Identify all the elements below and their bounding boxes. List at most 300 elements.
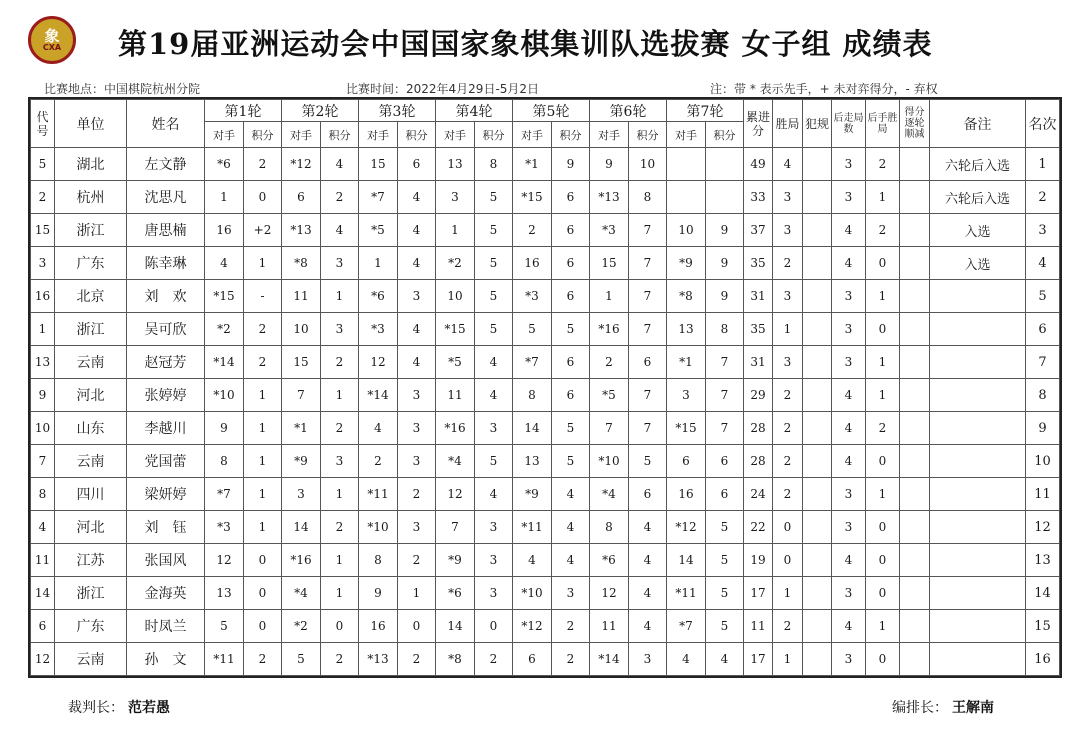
player-unit: 江苏	[55, 544, 127, 577]
second-move-count: 3	[832, 577, 866, 610]
remark: 六轮后入选	[930, 181, 1026, 214]
round-4-points: 0	[475, 610, 513, 643]
remark	[930, 412, 1026, 445]
wins-count: 3	[773, 280, 803, 313]
cxa-logo	[28, 16, 76, 64]
subheader-opponent: 对手	[513, 122, 552, 148]
score-diff	[900, 214, 930, 247]
results-table-frame	[28, 97, 1062, 678]
round-2-points: 1	[321, 544, 359, 577]
remark	[930, 346, 1026, 379]
second-move-wins: 1	[866, 280, 900, 313]
round-7-opponent	[667, 181, 706, 214]
round-4-opponent: 13	[436, 148, 475, 181]
wins-count: 1	[773, 643, 803, 676]
round-4-points: 3	[475, 544, 513, 577]
round-2-points: 1	[321, 577, 359, 610]
round-7-points: 7	[706, 379, 744, 412]
round-5-points: 6	[552, 280, 590, 313]
player-name: 赵冠芳	[127, 346, 205, 379]
second-move-wins: 0	[866, 247, 900, 280]
round-6-opponent: 11	[590, 610, 629, 643]
round-2-opponent: *4	[282, 577, 321, 610]
score-diff	[900, 148, 930, 181]
subheader-points: 积分	[398, 122, 436, 148]
fouls-count	[803, 313, 832, 346]
round-3-points: 3	[398, 280, 436, 313]
round-7-points: 6	[706, 445, 744, 478]
round-3-opponent: *3	[359, 313, 398, 346]
rank: 10	[1026, 445, 1060, 478]
wins-count: 2	[773, 379, 803, 412]
fouls-count	[803, 214, 832, 247]
table-row	[31, 214, 1060, 247]
round-5-opponent: *1	[513, 148, 552, 181]
round-6-opponent: 2	[590, 346, 629, 379]
round-2-opponent: 10	[282, 313, 321, 346]
round-3-opponent: *13	[359, 643, 398, 676]
header-round-2: 第2轮	[282, 100, 359, 122]
round-6-opponent: 12	[590, 577, 629, 610]
round-2-points: 2	[321, 643, 359, 676]
round-4-points: 2	[475, 643, 513, 676]
round-1-opponent: *6	[205, 148, 244, 181]
round-2-points: 4	[321, 214, 359, 247]
round-3-opponent: 9	[359, 577, 398, 610]
round-4-opponent: 10	[436, 280, 475, 313]
round-5-opponent: *3	[513, 280, 552, 313]
round-2-opponent: *13	[282, 214, 321, 247]
round-1-opponent: *15	[205, 280, 244, 313]
remark	[930, 379, 1026, 412]
second-move-wins: 0	[866, 445, 900, 478]
player-code: 3	[31, 247, 55, 280]
round-3-opponent: 8	[359, 544, 398, 577]
round-6-points: 4	[629, 610, 667, 643]
score-diff	[900, 412, 930, 445]
round-6-points: 4	[629, 511, 667, 544]
round-1-opponent: *10	[205, 379, 244, 412]
round-7-opponent: *8	[667, 280, 706, 313]
total-score: 19	[744, 544, 773, 577]
round-4-opponent: 1	[436, 214, 475, 247]
player-unit: 浙江	[55, 577, 127, 610]
header-rank: 名次	[1026, 100, 1060, 148]
round-1-points: 0	[244, 181, 282, 214]
round-5-opponent: *10	[513, 577, 552, 610]
remark	[930, 511, 1026, 544]
round-7-opponent	[667, 148, 706, 181]
referee-name: 范若愚	[128, 700, 170, 716]
round-1-points: 2	[244, 313, 282, 346]
round-5-opponent: 5	[513, 313, 552, 346]
round-3-points: 4	[398, 214, 436, 247]
second-move-count: 3	[832, 313, 866, 346]
fouls-count	[803, 181, 832, 214]
score-diff	[900, 478, 930, 511]
round-1-points: +2	[244, 214, 282, 247]
round-1-opponent: *14	[205, 346, 244, 379]
round-4-points: 5	[475, 313, 513, 346]
player-unit: 广东	[55, 247, 127, 280]
round-7-opponent: 4	[667, 643, 706, 676]
table-row	[31, 313, 1060, 346]
round-2-points: 1	[321, 478, 359, 511]
player-name: 张婷婷	[127, 379, 205, 412]
round-1-opponent: 4	[205, 247, 244, 280]
score-diff	[900, 280, 930, 313]
round-4-points: 5	[475, 181, 513, 214]
wins-count: 2	[773, 445, 803, 478]
round-1-points: 1	[244, 445, 282, 478]
total-score: 35	[744, 313, 773, 346]
round-2-opponent: 5	[282, 643, 321, 676]
player-name: 吴可欣	[127, 313, 205, 346]
round-1-opponent: 13	[205, 577, 244, 610]
table-row	[31, 181, 1060, 214]
table-row	[31, 445, 1060, 478]
subheader-opponent: 对手	[359, 122, 398, 148]
round-3-points: 3	[398, 379, 436, 412]
player-name: 陈幸琳	[127, 247, 205, 280]
round-7-opponent: *15	[667, 412, 706, 445]
fouls-count	[803, 148, 832, 181]
round-2-points: 4	[321, 148, 359, 181]
round-6-opponent: 15	[590, 247, 629, 280]
round-4-points: 4	[475, 379, 513, 412]
score-diff	[900, 577, 930, 610]
remark: 入选	[930, 247, 1026, 280]
round-7-points	[706, 148, 744, 181]
round-6-points: 10	[629, 148, 667, 181]
player-name: 金海英	[127, 577, 205, 610]
second-move-wins: 2	[866, 148, 900, 181]
legend-note: 注：带 * 表示先手，+ 未对弈得分，- 弃权	[710, 82, 938, 96]
player-unit: 河北	[55, 511, 127, 544]
table-row	[31, 247, 1060, 280]
round-3-points: 2	[398, 643, 436, 676]
round-6-points: 7	[629, 379, 667, 412]
round-1-points: 1	[244, 379, 282, 412]
round-2-points: 3	[321, 247, 359, 280]
round-6-points: 7	[629, 214, 667, 247]
total-score: 29	[744, 379, 773, 412]
round-5-opponent: *7	[513, 346, 552, 379]
table-row	[31, 577, 1060, 610]
round-5-points: 6	[552, 247, 590, 280]
second-move-count: 3	[832, 181, 866, 214]
subheader-points: 积分	[244, 122, 282, 148]
round-3-opponent: 15	[359, 148, 398, 181]
round-4-opponent: *6	[436, 577, 475, 610]
second-move-count: 3	[832, 511, 866, 544]
player-name: 时凤兰	[127, 610, 205, 643]
second-move-wins: 1	[866, 379, 900, 412]
round-1-opponent: *11	[205, 643, 244, 676]
round-3-points: 1	[398, 577, 436, 610]
second-move-count: 4	[832, 544, 866, 577]
total-score: 33	[744, 181, 773, 214]
round-6-opponent: *4	[590, 478, 629, 511]
header-code: 代号	[31, 100, 55, 148]
round-1-opponent: 1	[205, 181, 244, 214]
player-code: 13	[31, 346, 55, 379]
player-code: 6	[31, 610, 55, 643]
round-6-points: 7	[629, 280, 667, 313]
wins-count: 2	[773, 412, 803, 445]
round-6-opponent: *3	[590, 214, 629, 247]
score-diff	[900, 379, 930, 412]
second-move-count: 4	[832, 610, 866, 643]
round-6-points: 7	[629, 313, 667, 346]
round-2-points: 1	[321, 280, 359, 313]
round-4-points: 5	[475, 214, 513, 247]
second-move-wins: 1	[866, 478, 900, 511]
round-5-opponent: 6	[513, 643, 552, 676]
round-2-points: 0	[321, 610, 359, 643]
player-code: 14	[31, 577, 55, 610]
subheader-points: 积分	[706, 122, 744, 148]
round-3-opponent: 16	[359, 610, 398, 643]
round-2-points: 1	[321, 379, 359, 412]
round-1-points: 1	[244, 247, 282, 280]
score-diff	[900, 181, 930, 214]
header-round-7: 第7轮	[667, 100, 744, 122]
round-5-points: 4	[552, 478, 590, 511]
round-1-points: 1	[244, 511, 282, 544]
round-2-opponent: *2	[282, 610, 321, 643]
round-4-points: 4	[475, 478, 513, 511]
wins-count: 4	[773, 148, 803, 181]
round-3-opponent: *6	[359, 280, 398, 313]
player-name: 刘 钰	[127, 511, 205, 544]
second-move-count: 3	[832, 643, 866, 676]
player-unit: 河北	[55, 379, 127, 412]
results-body	[31, 148, 1060, 676]
fouls-count	[803, 577, 832, 610]
total-score: 37	[744, 214, 773, 247]
round-4-opponent: *2	[436, 247, 475, 280]
round-7-points: 5	[706, 577, 744, 610]
round-4-opponent: 11	[436, 379, 475, 412]
round-5-opponent: 13	[513, 445, 552, 478]
player-code: 4	[31, 511, 55, 544]
round-3-points: 3	[398, 412, 436, 445]
player-unit: 云南	[55, 643, 127, 676]
round-3-opponent: 1	[359, 247, 398, 280]
header-total: 累进分	[744, 100, 773, 148]
round-2-opponent: 14	[282, 511, 321, 544]
player-name: 党国蕾	[127, 445, 205, 478]
round-5-points: 5	[552, 445, 590, 478]
round-4-opponent: 14	[436, 610, 475, 643]
round-2-points: 2	[321, 346, 359, 379]
round-1-points: -	[244, 280, 282, 313]
arranger-label: 编排长：	[892, 700, 948, 716]
remark	[930, 610, 1026, 643]
round-4-points: 8	[475, 148, 513, 181]
table-row	[31, 346, 1060, 379]
rank: 6	[1026, 313, 1060, 346]
round-2-points: 2	[321, 181, 359, 214]
total-score: 31	[744, 346, 773, 379]
round-5-opponent: 2	[513, 214, 552, 247]
fouls-count	[803, 511, 832, 544]
header-unit: 单位	[55, 100, 127, 148]
round-4-opponent: *4	[436, 445, 475, 478]
player-unit: 广东	[55, 610, 127, 643]
rank: 12	[1026, 511, 1060, 544]
round-1-points: 2	[244, 346, 282, 379]
player-unit: 北京	[55, 280, 127, 313]
header-round-6: 第6轮	[590, 100, 667, 122]
total-score: 22	[744, 511, 773, 544]
header-diff: 得分逐轮顺减	[900, 100, 930, 148]
wins-count: 1	[773, 577, 803, 610]
player-unit: 杭州	[55, 181, 127, 214]
player-name: 李越川	[127, 412, 205, 445]
subheader-points: 积分	[321, 122, 359, 148]
table-row	[31, 610, 1060, 643]
round-5-points: 2	[552, 643, 590, 676]
round-4-points: 5	[475, 445, 513, 478]
round-4-points: 5	[475, 247, 513, 280]
round-1-opponent: 8	[205, 445, 244, 478]
round-1-opponent: 5	[205, 610, 244, 643]
round-1-opponent: 9	[205, 412, 244, 445]
second-move-wins: 2	[866, 412, 900, 445]
player-unit: 浙江	[55, 214, 127, 247]
round-1-points: 0	[244, 577, 282, 610]
second-move-wins: 1	[866, 346, 900, 379]
round-2-opponent: 7	[282, 379, 321, 412]
player-code: 11	[31, 544, 55, 577]
round-1-points: 1	[244, 412, 282, 445]
round-3-opponent: 12	[359, 346, 398, 379]
round-4-points: 4	[475, 346, 513, 379]
round-6-opponent: *14	[590, 643, 629, 676]
table-row	[31, 148, 1060, 181]
round-6-opponent: 8	[590, 511, 629, 544]
round-7-opponent: 6	[667, 445, 706, 478]
second-move-wins: 0	[866, 577, 900, 610]
table-row	[31, 511, 1060, 544]
round-3-opponent: *5	[359, 214, 398, 247]
player-code: 12	[31, 643, 55, 676]
round-3-opponent: 2	[359, 445, 398, 478]
round-5-opponent: *9	[513, 478, 552, 511]
player-name: 唐思楠	[127, 214, 205, 247]
round-3-points: 2	[398, 544, 436, 577]
round-2-opponent: 3	[282, 478, 321, 511]
fouls-count	[803, 346, 832, 379]
second-move-wins: 0	[866, 544, 900, 577]
subheader-points: 积分	[629, 122, 667, 148]
round-2-points: 2	[321, 412, 359, 445]
round-5-points: 6	[552, 181, 590, 214]
total-score: 17	[744, 577, 773, 610]
round-7-opponent: 16	[667, 478, 706, 511]
round-2-points: 2	[321, 511, 359, 544]
round-7-points: 5	[706, 610, 744, 643]
round-7-opponent: *1	[667, 346, 706, 379]
wins-count: 0	[773, 544, 803, 577]
round-4-opponent: 3	[436, 181, 475, 214]
total-score: 28	[744, 412, 773, 445]
round-5-opponent: 4	[513, 544, 552, 577]
round-3-opponent: *11	[359, 478, 398, 511]
results-table	[30, 99, 1060, 676]
round-6-points: 7	[629, 412, 667, 445]
remark	[930, 313, 1026, 346]
header-round-1: 第1轮	[205, 100, 282, 122]
logo-glyph: 象	[44, 26, 60, 45]
round-6-opponent: *6	[590, 544, 629, 577]
rank: 15	[1026, 610, 1060, 643]
round-3-opponent: *10	[359, 511, 398, 544]
round-2-points: 3	[321, 445, 359, 478]
table-row	[31, 280, 1060, 313]
wins-count: 2	[773, 478, 803, 511]
subheader-points: 积分	[475, 122, 513, 148]
round-5-opponent: 14	[513, 412, 552, 445]
round-7-opponent: *12	[667, 511, 706, 544]
remark	[930, 544, 1026, 577]
rank: 1	[1026, 148, 1060, 181]
fouls-count	[803, 280, 832, 313]
round-2-opponent: *16	[282, 544, 321, 577]
rank: 7	[1026, 346, 1060, 379]
player-name: 张国风	[127, 544, 205, 577]
second-move-wins: 0	[866, 511, 900, 544]
round-1-opponent: *7	[205, 478, 244, 511]
table-row	[31, 643, 1060, 676]
round-1-opponent: 16	[205, 214, 244, 247]
second-move-count: 4	[832, 412, 866, 445]
table-row	[31, 379, 1060, 412]
total-score: 24	[744, 478, 773, 511]
round-2-opponent: 15	[282, 346, 321, 379]
round-5-points: 5	[552, 313, 590, 346]
rank: 4	[1026, 247, 1060, 280]
round-5-points: 6	[552, 379, 590, 412]
round-7-points: 8	[706, 313, 744, 346]
header-row	[31, 100, 1060, 122]
second-move-count: 4	[832, 214, 866, 247]
header-round-4: 第4轮	[436, 100, 513, 122]
round-5-points: 5	[552, 412, 590, 445]
round-1-points: 2	[244, 148, 282, 181]
second-move-count: 4	[832, 247, 866, 280]
second-move-count: 3	[832, 280, 866, 313]
second-move-wins: 1	[866, 610, 900, 643]
total-score: 28	[744, 445, 773, 478]
round-5-opponent: 8	[513, 379, 552, 412]
player-name: 梁妍婷	[127, 478, 205, 511]
header-round-5: 第5轮	[513, 100, 590, 122]
round-7-opponent: *7	[667, 610, 706, 643]
header-wins: 胜局	[773, 100, 803, 148]
round-5-points: 6	[552, 346, 590, 379]
player-code: 9	[31, 379, 55, 412]
round-6-opponent: *13	[590, 181, 629, 214]
player-code: 16	[31, 280, 55, 313]
round-3-points: 4	[398, 313, 436, 346]
score-diff	[900, 643, 930, 676]
player-unit: 云南	[55, 346, 127, 379]
round-6-points: 6	[629, 346, 667, 379]
round-4-points: 3	[475, 511, 513, 544]
